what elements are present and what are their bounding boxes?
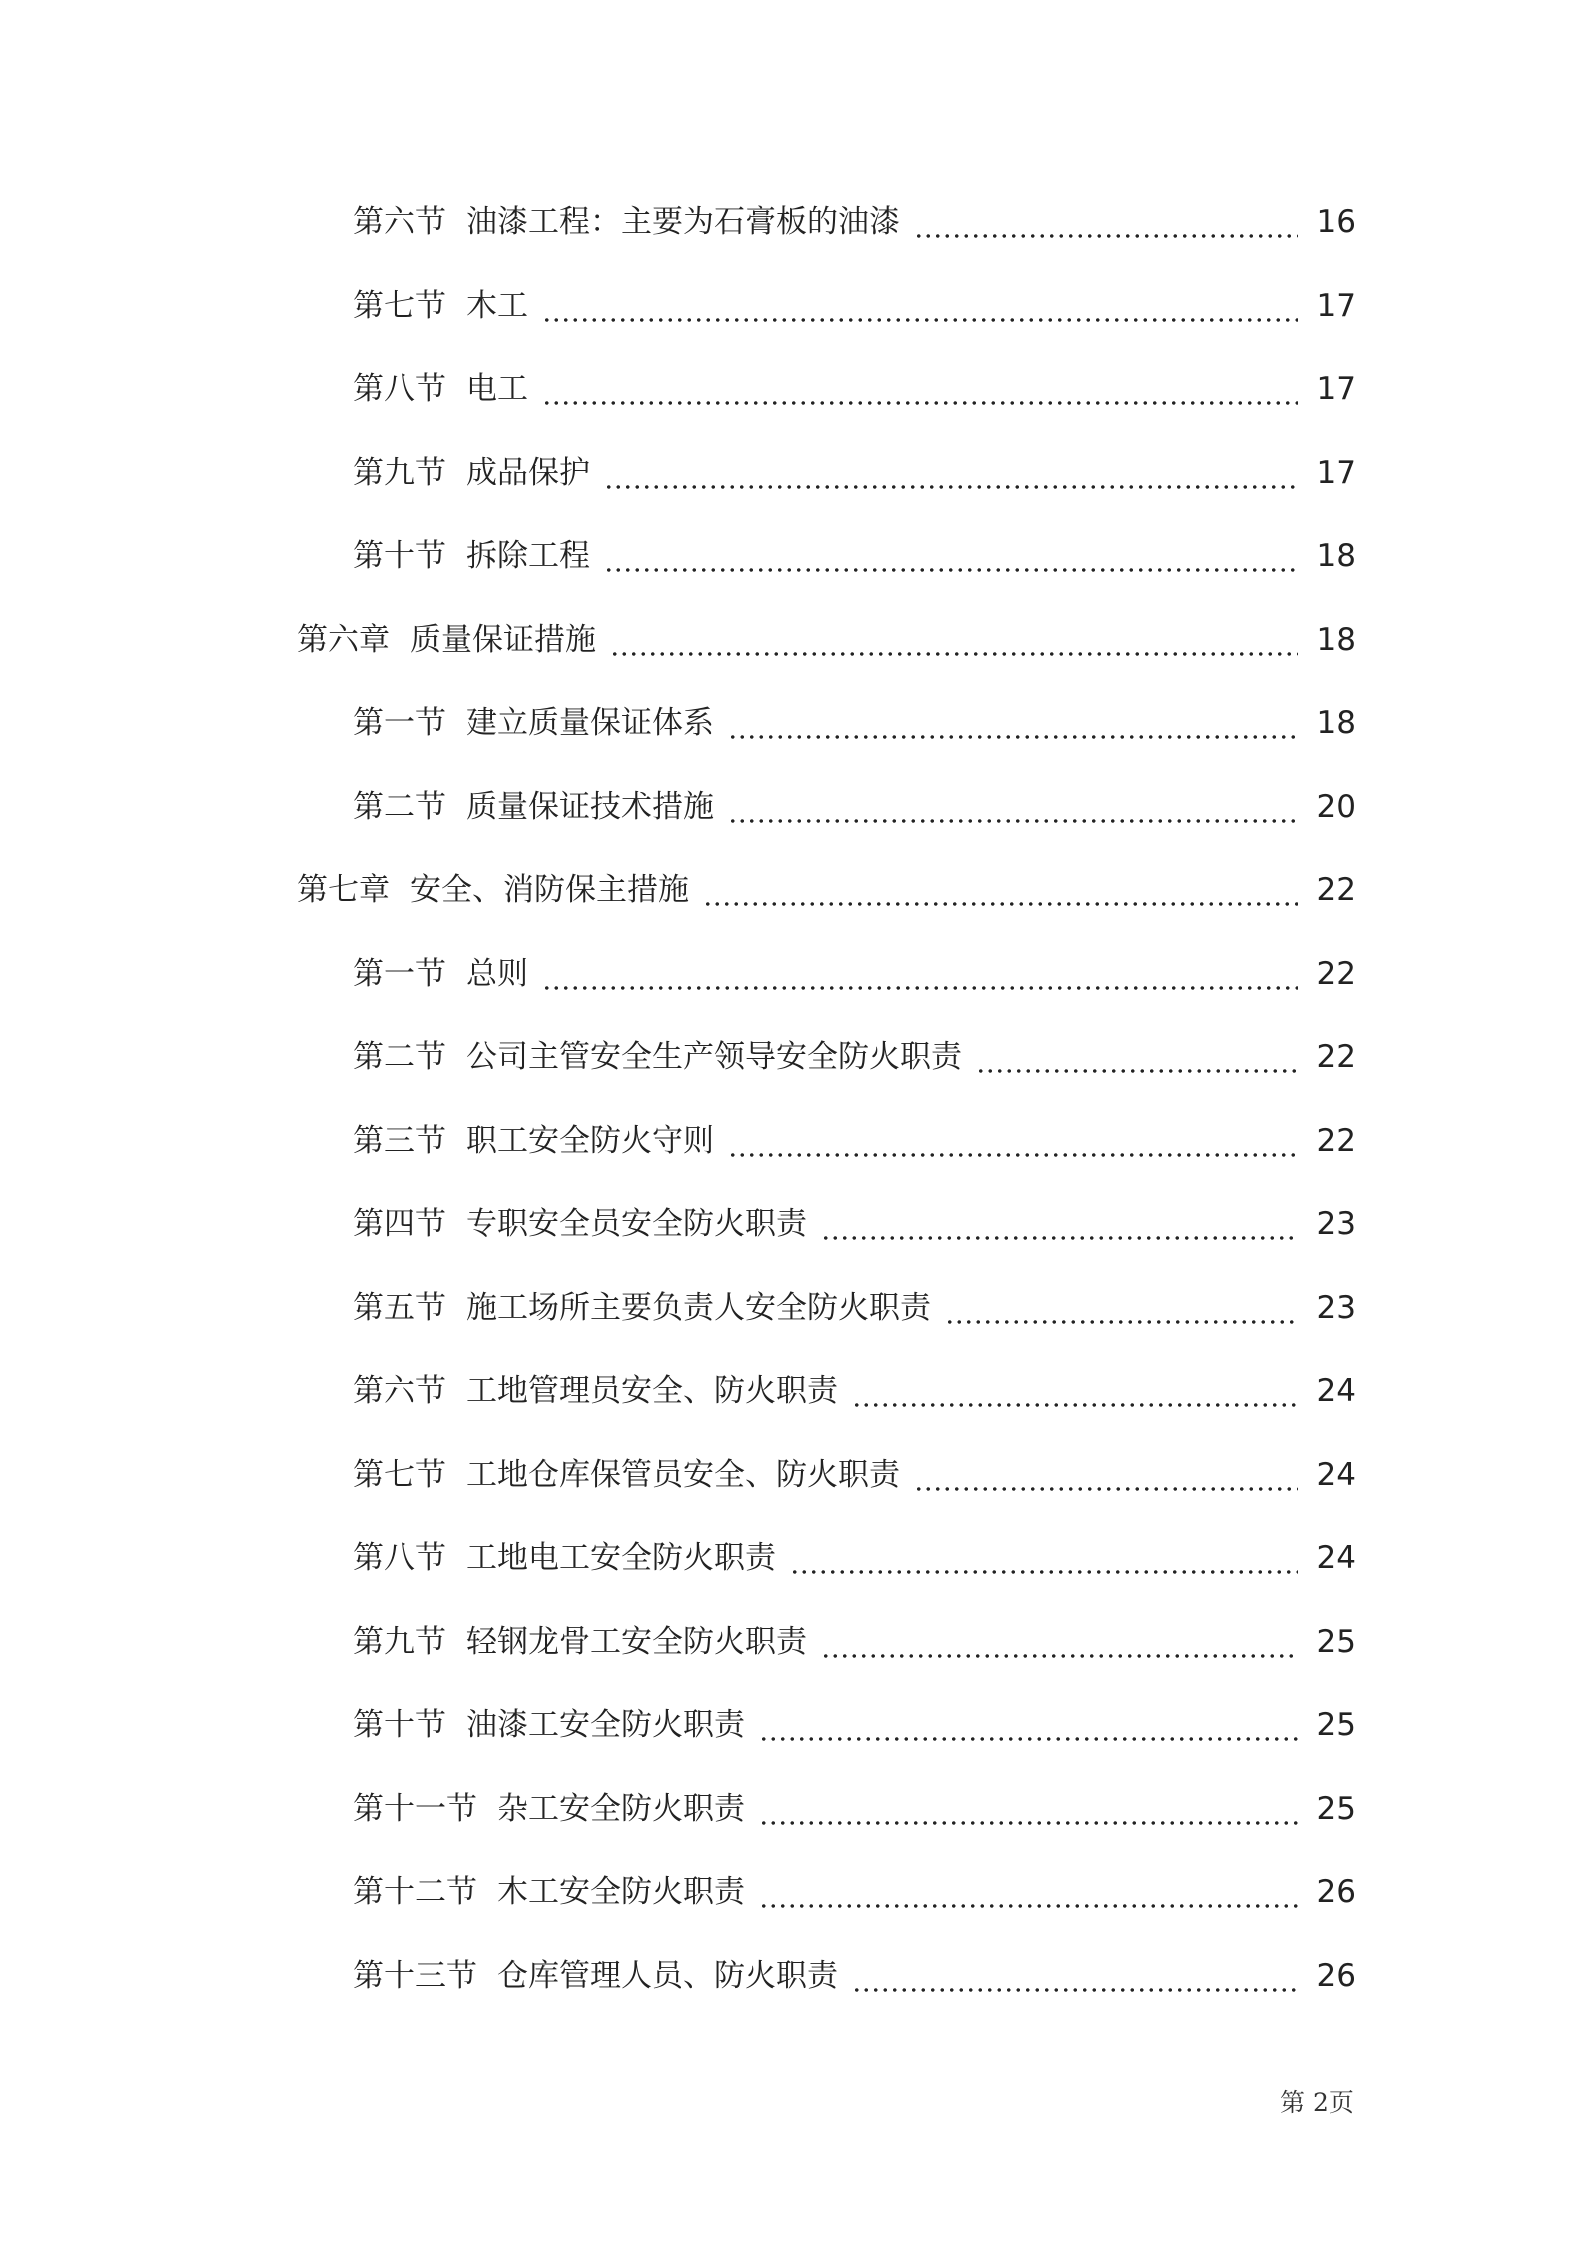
entry-page-number: 22	[1316, 1122, 1356, 1159]
toc-section-entry[interactable]	[0, 1789, 1586, 1873]
dot-leader	[759, 1789, 1298, 1829]
entry-number: 第四节	[353, 1206, 446, 1242]
dot-leader	[604, 536, 1298, 576]
entry-title: 总则	[466, 955, 528, 992]
toc-section-entry[interactable]	[0, 1956, 1586, 2040]
entry-title: 杂工安全防火职责	[497, 1790, 745, 1827]
toc-section-entry[interactable]	[0, 1538, 1586, 1622]
entry-title: 质量保证技术措施	[466, 788, 714, 825]
entry-title: 工地管理员安全、防火职责	[466, 1373, 838, 1409]
entry-title: 专职安全员安全防火职责	[466, 1206, 807, 1242]
entry-number: 第九节	[353, 454, 446, 491]
entry-number: 第六节	[353, 204, 446, 240]
entry-title: 工地电工安全防火职责	[466, 1540, 776, 1576]
dot-leader	[703, 870, 1298, 910]
dot-leader	[790, 1538, 1298, 1578]
entry-title: 职工安全防火守则	[466, 1122, 714, 1159]
entry-number: 第三节	[353, 1122, 446, 1159]
entry-title: 成品保护	[466, 454, 590, 491]
toc-section-entry[interactable]	[0, 1371, 1586, 1455]
entry-number: 第七章	[297, 872, 390, 908]
table-of-contents	[0, 202, 1586, 2039]
entry-number: 第五节	[353, 1289, 446, 1326]
toc-section-entry[interactable]	[0, 1121, 1586, 1205]
entry-page-number: 18	[1316, 538, 1356, 574]
entry-title: 拆除工程	[466, 538, 590, 574]
entry-number: 第十节	[353, 1707, 446, 1743]
toc-section-entry[interactable]	[0, 1622, 1586, 1706]
toc-section-entry[interactable]	[0, 1204, 1586, 1288]
entry-page-number: 26	[1316, 1874, 1356, 1910]
entry-number: 第十二节	[353, 1874, 477, 1910]
toc-section-entry[interactable]	[0, 1872, 1586, 1956]
toc-section-entry[interactable]	[0, 202, 1586, 286]
dot-leader	[759, 1705, 1298, 1745]
entry-title: 公司主管安全生产领导安全防火职责	[466, 1039, 962, 1075]
dot-leader	[542, 286, 1298, 326]
entry-title: 油漆工安全防火职责	[466, 1707, 745, 1743]
dot-leader	[821, 1204, 1298, 1244]
toc-section-entry[interactable]	[0, 369, 1586, 453]
entry-number: 第八节	[353, 371, 446, 407]
entry-number: 第十一节	[353, 1790, 477, 1827]
entry-title: 安全、消防保主措施	[410, 872, 689, 908]
entry-page-number: 18	[1316, 621, 1356, 658]
entry-page-number: 24	[1316, 1456, 1356, 1493]
dot-leader	[914, 1455, 1298, 1495]
dot-leader	[945, 1288, 1298, 1328]
entry-page-number: 25	[1316, 1707, 1356, 1743]
entry-page-number: 26	[1316, 1957, 1356, 1994]
entry-number: 第十三节	[353, 1957, 477, 1994]
entry-page-number: 24	[1316, 1373, 1356, 1409]
toc-section-entry[interactable]	[0, 453, 1586, 537]
entry-number: 第六章	[297, 621, 390, 658]
dot-leader	[604, 453, 1298, 493]
dot-leader	[542, 954, 1298, 994]
dot-leader	[728, 703, 1298, 743]
dot-leader	[728, 787, 1298, 827]
dot-leader	[976, 1037, 1298, 1077]
entry-page-number: 17	[1316, 287, 1356, 324]
entry-number: 第七节	[353, 1456, 446, 1493]
entry-page-number: 25	[1316, 1790, 1356, 1827]
entry-page-number: 23	[1316, 1289, 1356, 1326]
entry-number: 第九节	[353, 1623, 446, 1660]
entry-page-number: 16	[1316, 204, 1356, 240]
dot-leader	[852, 1371, 1298, 1411]
page-number-footer: 第 2页	[1280, 2088, 1354, 2117]
dot-leader	[821, 1622, 1298, 1662]
entry-number: 第二节	[353, 1039, 446, 1075]
entry-title: 木工安全防火职责	[497, 1874, 745, 1910]
entry-number: 第六节	[353, 1373, 446, 1409]
entry-title: 油漆工程：主要为石膏板的油漆	[466, 204, 900, 240]
entry-page-number: 22	[1316, 955, 1356, 992]
toc-section-entry[interactable]	[0, 536, 1586, 620]
toc-section-entry[interactable]	[0, 1288, 1586, 1372]
dot-leader	[852, 1956, 1298, 1996]
entry-title: 木工	[466, 287, 528, 324]
entry-number: 第一节	[353, 705, 446, 741]
dot-leader	[914, 202, 1298, 242]
toc-chapter-entry[interactable]	[0, 870, 1586, 954]
entry-title: 施工场所主要负责人安全防火职责	[466, 1289, 931, 1326]
toc-section-entry[interactable]	[0, 954, 1586, 1038]
entry-title: 仓库管理人员、防火职责	[497, 1957, 838, 1994]
entry-title: 质量保证措施	[410, 621, 596, 658]
entry-number: 第二节	[353, 788, 446, 825]
toc-section-entry[interactable]	[0, 1705, 1586, 1789]
entry-page-number: 25	[1316, 1623, 1356, 1660]
entry-page-number: 22	[1316, 1039, 1356, 1075]
dot-leader	[728, 1121, 1298, 1161]
entry-title: 建立质量保证体系	[466, 705, 714, 741]
dot-leader	[759, 1872, 1298, 1912]
entry-number: 第十节	[353, 538, 446, 574]
entry-page-number: 20	[1316, 788, 1356, 825]
entry-title: 电工	[466, 371, 528, 407]
entry-number: 第八节	[353, 1540, 446, 1576]
entry-title: 轻钢龙骨工安全防火职责	[466, 1623, 807, 1660]
toc-section-entry[interactable]	[0, 286, 1586, 370]
dot-leader	[610, 620, 1298, 660]
toc-section-entry[interactable]	[0, 1037, 1586, 1121]
entry-number: 第一节	[353, 955, 446, 992]
entry-page-number: 17	[1316, 371, 1356, 407]
toc-section-entry[interactable]	[0, 787, 1586, 871]
toc-chapter-entry[interactable]	[0, 620, 1586, 704]
toc-section-entry[interactable]	[0, 703, 1586, 787]
toc-section-entry[interactable]	[0, 1455, 1586, 1539]
entry-number: 第七节	[353, 287, 446, 324]
entry-page-number: 18	[1316, 705, 1356, 741]
entry-page-number: 24	[1316, 1540, 1356, 1576]
entry-page-number: 17	[1316, 454, 1356, 491]
entry-page-number: 23	[1316, 1206, 1356, 1242]
entry-title: 工地仓库保管员安全、防火职责	[466, 1456, 900, 1493]
entry-page-number: 22	[1316, 872, 1356, 908]
dot-leader	[542, 369, 1298, 409]
